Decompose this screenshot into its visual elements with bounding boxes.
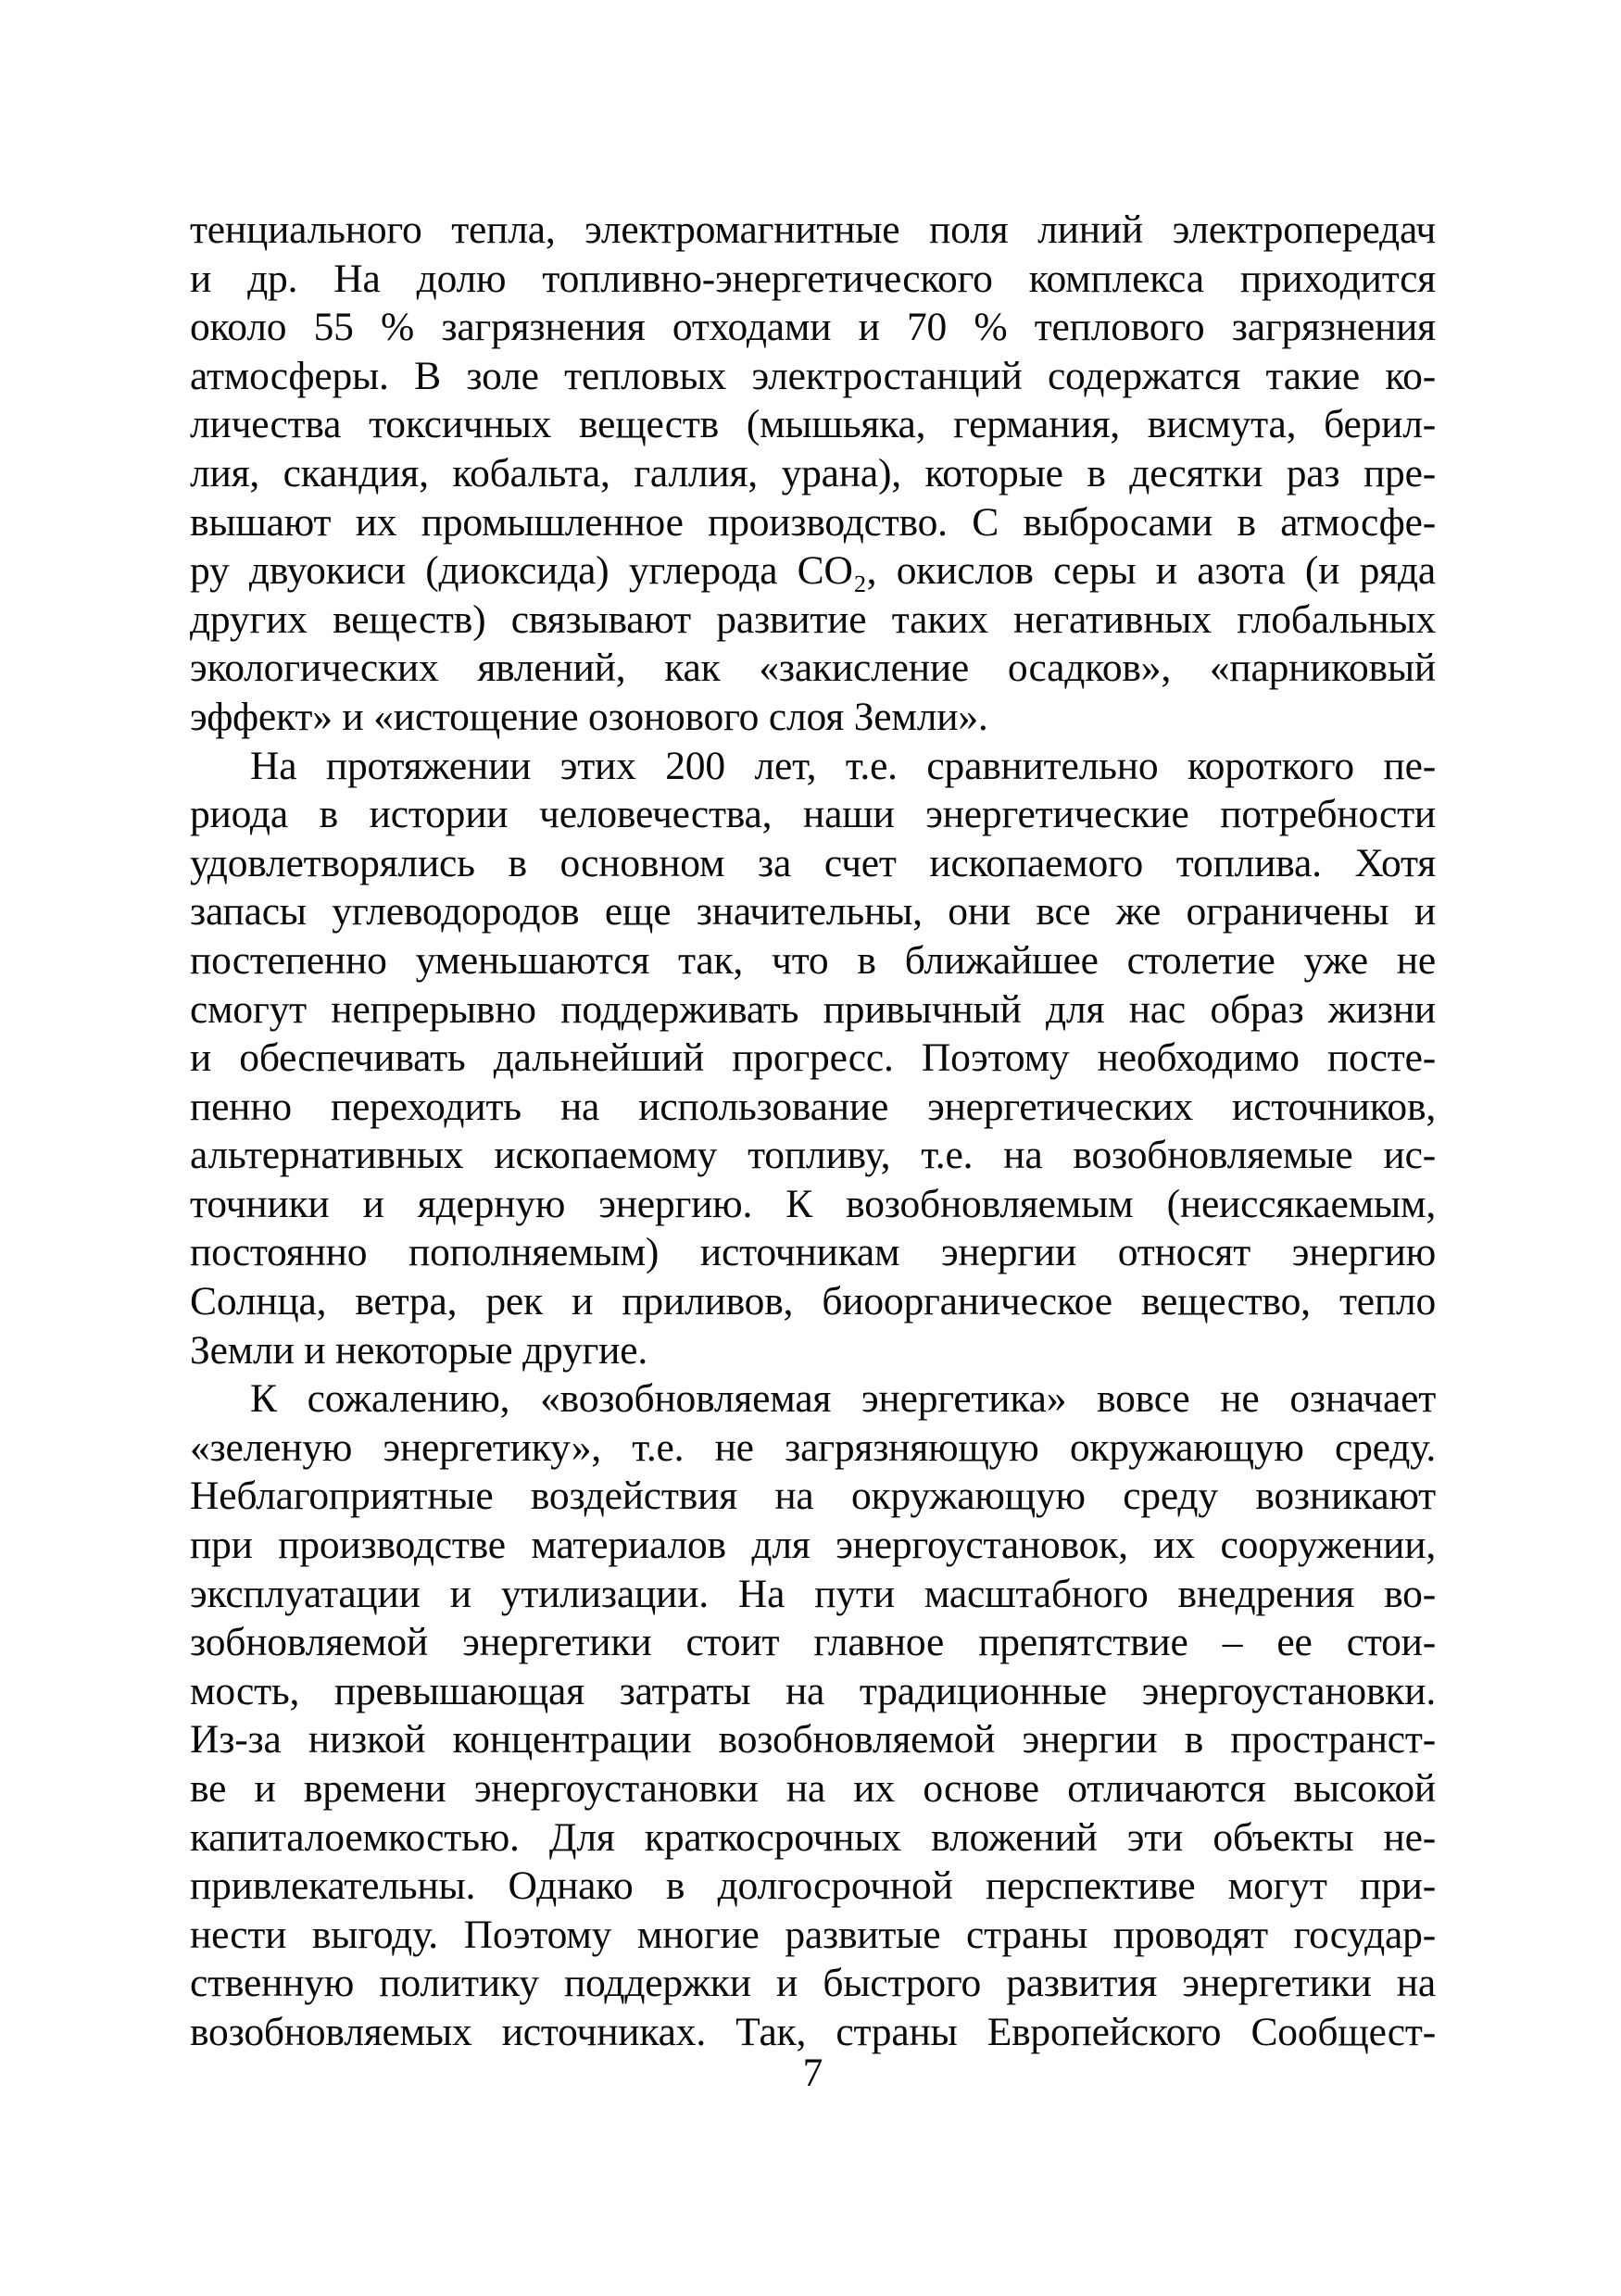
text-line: «зеленую энергетику», т.е. не загрязняющую окружающую среду. [190, 1424, 1436, 1470]
text-line: других веществ) связывают развитие таких негативных глобальных [190, 596, 1436, 642]
text-line: капиталоемкостью. Для краткосрочных вложений эти объекты не- [190, 1814, 1436, 1860]
text-line: и др. На долю топливно-энергетического комплекса приходится [190, 256, 1436, 301]
page-number: 7 [802, 2051, 823, 2095]
text-line: нести выгоду. Поэтому многие развитые страны проводят государ- [190, 1912, 1436, 1957]
text-block [190, 206, 1436, 2057]
text-line: мость, превышающая затраты на традиционные энергоустановки. [190, 1668, 1436, 1713]
text-line: тенциального тепла, электромагнитные поля линий электропередач [190, 207, 1436, 252]
paragraph [190, 1374, 1436, 2056]
text-line: лия, скандия, кобальта, галлия, урана), которые в десятки раз пре- [190, 450, 1436, 496]
text-line: смогут непрерывно поддерживать привычный для нас образ жизни [190, 986, 1436, 1032]
text-line: зобновляемой энергетики стоит главное препятствие – ее стои- [190, 1620, 1436, 1665]
text-line: и обеспечивать дальнейший прогресс. Поэтому необходимо посте- [190, 1035, 1436, 1081]
text-line: ственную политику поддержки и быстрого развития энергетики на [190, 1961, 1436, 2006]
text-line: около 55 % загрязнения отходами и 70 % теплового загрязнения [190, 305, 1436, 350]
text-line: ве и времени энергоустановки на их основе отличаются высокой [190, 1766, 1436, 1811]
paragraph [190, 206, 1436, 742]
text-line: На протяжении этих 200 лет, т.е. сравнительно короткого пе- [250, 743, 1436, 788]
text-line: при производстве материалов для энергоустановок, их сооружении, [190, 1523, 1436, 1568]
text-line: экологических явлений, как «закисление осадков», «парниковый [190, 646, 1436, 691]
text-line: Земли и некоторые другие. [190, 1327, 648, 1373]
text-line: точники и ядерную энергию. К возобновляемым (неиссякаемым, [190, 1181, 1436, 1226]
text-line: атмосферы. В золе тепловых электростанций содержатся такие ко- [190, 353, 1436, 398]
text-line: альтернативных ископаемому топливу, т.е. на возобновляемые ис- [190, 1133, 1436, 1178]
text-line: К сожалению, «возобновляемая энергетика» вовсе не означает [250, 1376, 1436, 1422]
text-line: пенно переходить на использование энергетических источников, [190, 1084, 1436, 1129]
text-line: Солнца, ветра, рек и приливов, биоорганическое вещество, тепло [190, 1279, 1436, 1324]
text-line: личества токсичных веществ (мышьяка, германия, висмута, берил- [190, 402, 1436, 447]
text-line: вышают их промышленное производство. С выбросами в атмосфе- [190, 499, 1436, 545]
text-line: постепенно уменьшаются так, что в ближайшее столетие уже не [190, 937, 1436, 983]
text-line: запасы углеводородов еще значительны, они все же ограничены и [190, 889, 1436, 935]
text-line: эффект» и «истощение озонового слоя Земли». [190, 694, 988, 739]
text-line: эксплуатации и утилизации. На пути масштабного внедрения во- [190, 1571, 1436, 1616]
text-line: ру двуокиси (диоксида) углерода СО₂, окислов серы и азота (и ряда [190, 548, 1436, 594]
text-line: удовлетворялись в основном за счет ископаемого топлива. Хотя [190, 840, 1436, 885]
text-line: Из-за низкой концентрации возобновляемой энергии в пространст- [190, 1717, 1436, 1763]
text-line: постоянно пополняемым) источникам энергии относят энергию [190, 1230, 1436, 1275]
text-line: риода в истории человечества, наши энергетические потребности [190, 792, 1436, 837]
text-line: Неблагоприятные воздействия на окружающую среду возникают [190, 1474, 1436, 1519]
paragraph [190, 742, 1436, 1375]
text-line: возобновляемых источниках. Так, страны Европейского Сообщест- [190, 2009, 1436, 2054]
text-line: привлекательны. Однако в долгосрочной перспективе могут при- [190, 1863, 1436, 1909]
